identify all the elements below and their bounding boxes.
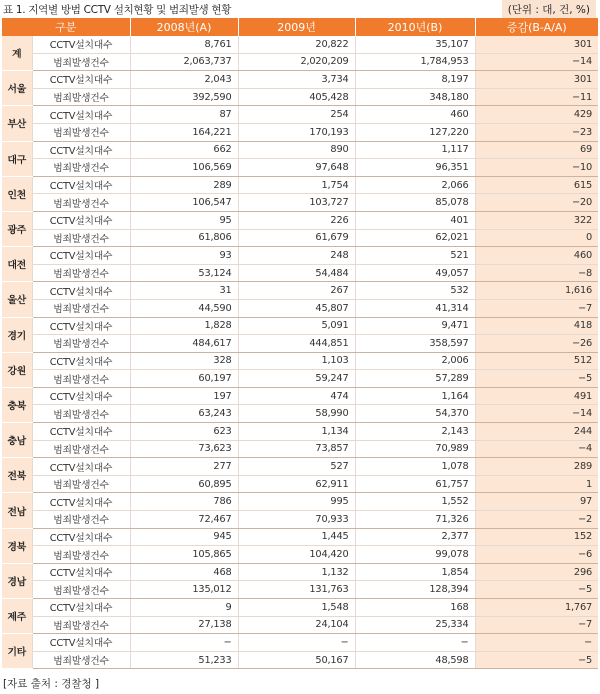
value-2008: 106,547	[130, 194, 238, 212]
value-2010: 168	[355, 599, 475, 617]
value-2008: 105,865	[130, 546, 238, 564]
value-2009: 104,420	[238, 546, 355, 564]
table-body	[2, 36, 598, 669]
value-2009: −	[238, 634, 355, 652]
value-2008: 484,617	[130, 335, 238, 353]
table-row	[2, 211, 598, 229]
value-2009: 131,763	[238, 581, 355, 599]
value-2009: 267	[238, 282, 355, 300]
value-2010: 49,057	[355, 264, 475, 282]
value-change: −14	[475, 405, 598, 423]
region-name: 제주	[2, 599, 32, 634]
value-2010: 8,197	[355, 71, 475, 89]
value-2009: 5,091	[238, 317, 355, 335]
unit-label: (단위 : 대, 건, %)	[502, 0, 596, 20]
value-2010: 1,854	[355, 563, 475, 581]
value-change: −5	[475, 370, 598, 388]
value-2008: −	[130, 634, 238, 652]
value-2008: 662	[130, 141, 238, 159]
value-change: 460	[475, 247, 598, 265]
value-2010: 348,180	[355, 88, 475, 106]
value-2008: 63,243	[130, 405, 238, 423]
value-change: −8	[475, 264, 598, 282]
value-2009: 226	[238, 211, 355, 229]
table-row	[2, 475, 598, 493]
value-2010: 521	[355, 247, 475, 265]
value-2008: 289	[130, 176, 238, 194]
value-2009: 54,484	[238, 264, 355, 282]
value-change: −7	[475, 299, 598, 317]
row-kind: CCTV설치대수	[32, 247, 130, 265]
value-2010: 358,597	[355, 335, 475, 353]
value-2010: 41,314	[355, 299, 475, 317]
value-change: 429	[475, 106, 598, 124]
value-change: −23	[475, 123, 598, 141]
row-kind: CCTV설치대수	[32, 563, 130, 581]
value-2008: 2,043	[130, 71, 238, 89]
row-kind: 범죄발생건수	[32, 194, 130, 212]
value-2009: 527	[238, 458, 355, 476]
value-2010: 128,394	[355, 581, 475, 599]
region-name: 경남	[2, 563, 32, 598]
row-kind: 범죄발생건수	[32, 440, 130, 458]
value-2010: 1,078	[355, 458, 475, 476]
value-change: 322	[475, 211, 598, 229]
value-2010: 71,326	[355, 511, 475, 529]
value-2010: 70,989	[355, 440, 475, 458]
value-2009: 1,103	[238, 352, 355, 370]
table-row	[2, 229, 598, 247]
region-name: 충북	[2, 387, 32, 422]
region-name: 광주	[2, 211, 32, 246]
value-2010: 99,078	[355, 546, 475, 564]
value-2009: 45,807	[238, 299, 355, 317]
value-change: 512	[475, 352, 598, 370]
table-row	[2, 458, 598, 476]
header-2008: 2008년(A)	[130, 18, 238, 36]
row-kind: CCTV설치대수	[32, 106, 130, 124]
value-2008: 106,569	[130, 159, 238, 177]
value-2010: 1,117	[355, 141, 475, 159]
value-2009: 1,548	[238, 599, 355, 617]
value-change: −2	[475, 511, 598, 529]
value-2010: 460	[355, 106, 475, 124]
value-2009: 59,247	[238, 370, 355, 388]
region-name: 경북	[2, 528, 32, 563]
value-change: 0	[475, 229, 598, 247]
row-kind: CCTV설치대수	[32, 211, 130, 229]
value-2009: 3,734	[238, 71, 355, 89]
value-2008: 392,590	[130, 88, 238, 106]
value-2009: 2,020,209	[238, 53, 355, 71]
value-change: 69	[475, 141, 598, 159]
value-2009: 170,193	[238, 123, 355, 141]
region-name: 경기	[2, 317, 32, 352]
value-2009: 1,445	[238, 528, 355, 546]
value-change: 615	[475, 176, 598, 194]
table-row	[2, 546, 598, 564]
value-2010: 1,784,953	[355, 53, 475, 71]
value-2009: 70,933	[238, 511, 355, 529]
value-change: −4	[475, 440, 598, 458]
region-name: 기타	[2, 634, 32, 669]
value-2009: 1,132	[238, 563, 355, 581]
value-2009: 1,754	[238, 176, 355, 194]
value-change: −7	[475, 616, 598, 634]
table-row	[2, 159, 598, 177]
value-2010: 48,598	[355, 651, 475, 669]
table-row	[2, 511, 598, 529]
region-name: 울산	[2, 282, 32, 317]
value-change: 289	[475, 458, 598, 476]
row-kind: 범죄발생건수	[32, 546, 130, 564]
value-2009: 890	[238, 141, 355, 159]
value-2010: 25,334	[355, 616, 475, 634]
table-row	[2, 176, 598, 194]
table-row	[2, 528, 598, 546]
value-2008: 468	[130, 563, 238, 581]
table-caption: 표 1. 지역별 방범 CCTV 설치현황 및 범죄발생 현황	[3, 4, 232, 16]
table-row	[2, 53, 598, 71]
value-2009: 103,727	[238, 194, 355, 212]
row-kind: CCTV설치대수	[32, 634, 130, 652]
value-2008: 135,012	[130, 581, 238, 599]
value-change: −	[475, 634, 598, 652]
value-change: −20	[475, 194, 598, 212]
value-2009: 405,428	[238, 88, 355, 106]
value-2009: 97,648	[238, 159, 355, 177]
row-kind: 범죄발생건수	[32, 159, 130, 177]
value-2008: 197	[130, 387, 238, 405]
table-row	[2, 387, 598, 405]
value-change: −6	[475, 546, 598, 564]
value-2008: 51,233	[130, 651, 238, 669]
value-change: 1,767	[475, 599, 598, 617]
value-2010: 96,351	[355, 159, 475, 177]
value-2009: 61,679	[238, 229, 355, 247]
value-2010: 2,066	[355, 176, 475, 194]
value-2009: 995	[238, 493, 355, 511]
value-2008: 73,623	[130, 440, 238, 458]
value-2008: 2,063,737	[130, 53, 238, 71]
table-row	[2, 36, 598, 53]
value-2009: 444,851	[238, 335, 355, 353]
region-name: 계	[2, 36, 32, 71]
row-kind: 범죄발생건수	[32, 335, 130, 353]
value-2010: 1,164	[355, 387, 475, 405]
value-2009: 248	[238, 247, 355, 265]
row-kind: CCTV설치대수	[32, 599, 130, 617]
value-2010: 2,006	[355, 352, 475, 370]
value-change: 97	[475, 493, 598, 511]
value-2008: 60,197	[130, 370, 238, 388]
row-kind: 범죄발생건수	[32, 264, 130, 282]
value-2008: 44,590	[130, 299, 238, 317]
value-change: 1	[475, 475, 598, 493]
value-change: 301	[475, 71, 598, 89]
table-row	[2, 581, 598, 599]
table-row	[2, 405, 598, 423]
table-row	[2, 141, 598, 159]
value-2008: 9	[130, 599, 238, 617]
table-row	[2, 352, 598, 370]
value-2010: 2,377	[355, 528, 475, 546]
value-2010: 532	[355, 282, 475, 300]
row-kind: CCTV설치대수	[32, 36, 130, 53]
table-row	[2, 651, 598, 669]
region-name: 인천	[2, 176, 32, 211]
value-change: 152	[475, 528, 598, 546]
value-2010: 9,471	[355, 317, 475, 335]
table-row	[2, 71, 598, 89]
row-kind: CCTV설치대수	[32, 141, 130, 159]
row-kind: 범죄발생건수	[32, 53, 130, 71]
table-row	[2, 599, 598, 617]
table-row	[2, 264, 598, 282]
value-2010: 2,143	[355, 423, 475, 441]
header-change: 증감(B-A/A)	[475, 18, 598, 36]
value-2010: 127,220	[355, 123, 475, 141]
row-kind: CCTV설치대수	[32, 317, 130, 335]
value-2008: 95	[130, 211, 238, 229]
row-kind: 범죄발생건수	[32, 651, 130, 669]
table-row	[2, 282, 598, 300]
row-kind: CCTV설치대수	[32, 387, 130, 405]
row-kind: 범죄발생건수	[32, 581, 130, 599]
row-kind: CCTV설치대수	[32, 528, 130, 546]
value-2008: 1,828	[130, 317, 238, 335]
header-2009: 2009년	[238, 18, 355, 36]
value-2008: 786	[130, 493, 238, 511]
region-name: 대구	[2, 141, 32, 176]
value-2010: 54,370	[355, 405, 475, 423]
value-2008: 53,124	[130, 264, 238, 282]
value-change: −14	[475, 53, 598, 71]
region-name: 전남	[2, 493, 32, 528]
value-2008: 27,138	[130, 616, 238, 634]
value-2009: 1,134	[238, 423, 355, 441]
row-kind: CCTV설치대수	[32, 423, 130, 441]
value-2010: 62,021	[355, 229, 475, 247]
region-name: 부산	[2, 106, 32, 141]
value-2008: 164,221	[130, 123, 238, 141]
row-kind: 범죄발생건수	[32, 299, 130, 317]
value-2008: 93	[130, 247, 238, 265]
value-2009: 50,167	[238, 651, 355, 669]
header-category: 구분	[2, 18, 130, 36]
value-2009: 62,911	[238, 475, 355, 493]
table-row	[2, 317, 598, 335]
value-2008: 60,895	[130, 475, 238, 493]
cctv-crime-table	[2, 18, 598, 669]
row-kind: 범죄발생건수	[32, 511, 130, 529]
value-2008: 623	[130, 423, 238, 441]
value-2008: 8,761	[130, 36, 238, 53]
value-2010: 1,552	[355, 493, 475, 511]
row-kind: 범죄발생건수	[32, 123, 130, 141]
region-name: 강원	[2, 352, 32, 387]
value-change: −11	[475, 88, 598, 106]
table-row	[2, 299, 598, 317]
value-change: −5	[475, 581, 598, 599]
value-2008: 277	[130, 458, 238, 476]
row-kind: CCTV설치대수	[32, 282, 130, 300]
value-2010: −	[355, 634, 475, 652]
value-2010: 401	[355, 211, 475, 229]
value-2008: 87	[130, 106, 238, 124]
row-kind: CCTV설치대수	[32, 71, 130, 89]
value-2008: 61,806	[130, 229, 238, 247]
header-2010: 2010년(B)	[355, 18, 475, 36]
region-name: 서울	[2, 71, 32, 106]
table-row	[2, 370, 598, 388]
table-row	[2, 106, 598, 124]
table-row	[2, 194, 598, 212]
value-2009: 474	[238, 387, 355, 405]
table-row	[2, 563, 598, 581]
value-change: 418	[475, 317, 598, 335]
row-kind: 범죄발생건수	[32, 88, 130, 106]
table-row	[2, 616, 598, 634]
value-change: 491	[475, 387, 598, 405]
value-2010: 57,289	[355, 370, 475, 388]
region-name: 전북	[2, 458, 32, 493]
value-2008: 72,467	[130, 511, 238, 529]
row-kind: CCTV설치대수	[32, 493, 130, 511]
value-2010: 61,757	[355, 475, 475, 493]
region-name: 대전	[2, 247, 32, 282]
value-2010: 35,107	[355, 36, 475, 53]
value-2008: 328	[130, 352, 238, 370]
value-2009: 24,104	[238, 616, 355, 634]
value-2009: 73,857	[238, 440, 355, 458]
value-change: −10	[475, 159, 598, 177]
table-row	[2, 88, 598, 106]
row-kind: 범죄발생건수	[32, 229, 130, 247]
row-kind: 범죄발생건수	[32, 616, 130, 634]
row-kind: CCTV설치대수	[32, 458, 130, 476]
table-row	[2, 634, 598, 652]
table-row	[2, 335, 598, 353]
value-change: 1,616	[475, 282, 598, 300]
value-2008: 31	[130, 282, 238, 300]
value-2010: 85,078	[355, 194, 475, 212]
value-change: 301	[475, 36, 598, 53]
table-row	[2, 440, 598, 458]
value-change: −5	[475, 651, 598, 669]
table-row	[2, 123, 598, 141]
table-header-row	[2, 18, 598, 36]
source-note: [자료 출처 : 경찰청 ]	[3, 678, 100, 690]
region-name: 충남	[2, 423, 32, 458]
value-2009: 58,990	[238, 405, 355, 423]
row-kind: CCTV설치대수	[32, 352, 130, 370]
value-change: 296	[475, 563, 598, 581]
table-row	[2, 247, 598, 265]
row-kind: 범죄발생건수	[32, 475, 130, 493]
row-kind: 범죄발생건수	[32, 405, 130, 423]
table-row	[2, 423, 598, 441]
value-change: −26	[475, 335, 598, 353]
row-kind: 범죄발생건수	[32, 370, 130, 388]
value-2009: 20,822	[238, 36, 355, 53]
table-row	[2, 493, 598, 511]
value-2008: 945	[130, 528, 238, 546]
value-change: 244	[475, 423, 598, 441]
row-kind: CCTV설치대수	[32, 176, 130, 194]
value-2009: 254	[238, 106, 355, 124]
